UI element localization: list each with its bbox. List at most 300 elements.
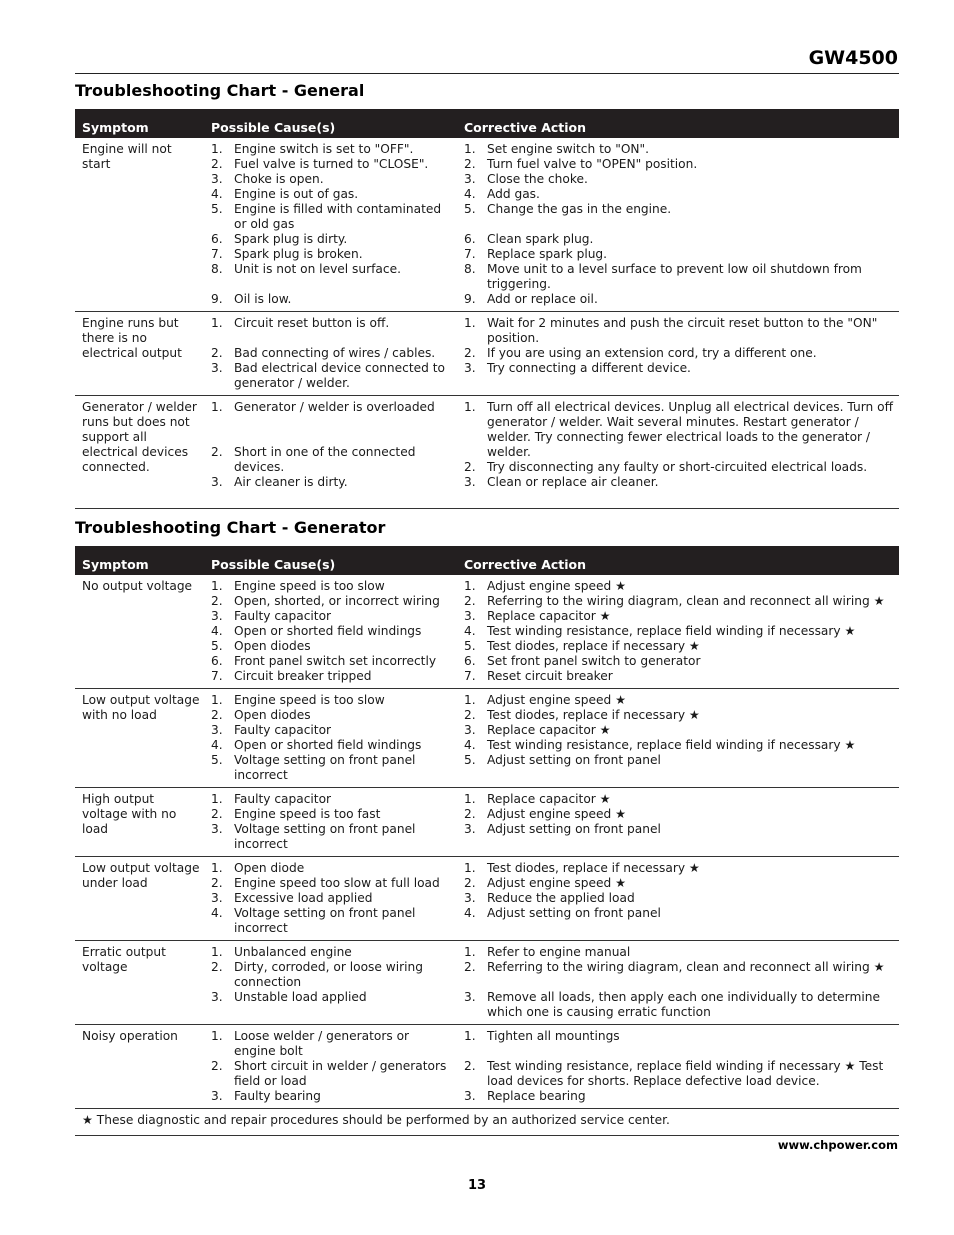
generator-troubleshooting-section bbox=[75, 510, 899, 1136]
item-text: Open diodes bbox=[234, 639, 311, 653]
item-number bbox=[211, 331, 234, 346]
list-item bbox=[464, 654, 895, 669]
item-number: 3. bbox=[464, 822, 476, 836]
item-number: 1. bbox=[211, 861, 223, 875]
model-number: GW4500 bbox=[808, 47, 898, 69]
column-header-action: Corrective Action bbox=[457, 109, 899, 138]
list-item bbox=[211, 723, 453, 738]
list-item bbox=[211, 990, 453, 1005]
table-row bbox=[75, 138, 899, 312]
actions-list bbox=[464, 1029, 895, 1104]
item-text: Wait for 2 minutes and push the circuit reset button to the "ON" position. bbox=[487, 316, 878, 345]
list-item bbox=[464, 693, 895, 708]
causes-cell bbox=[204, 138, 457, 312]
item-text: Circuit breaker tripped bbox=[234, 669, 372, 683]
item-number: 9. bbox=[464, 292, 476, 306]
list-item bbox=[211, 475, 453, 490]
column-header-action: Corrective Action bbox=[457, 546, 899, 575]
item-text bbox=[234, 415, 453, 430]
item-text: Clean or replace air cleaner. bbox=[487, 475, 659, 489]
list-item bbox=[464, 400, 895, 460]
list-item bbox=[211, 822, 453, 852]
item-text: Air cleaner is dirty. bbox=[234, 475, 348, 489]
list-item bbox=[211, 262, 453, 277]
table-row bbox=[75, 312, 899, 396]
item-number: 1. bbox=[464, 579, 476, 593]
item-number: 2. bbox=[211, 960, 223, 974]
item-number: 1. bbox=[211, 792, 223, 806]
item-text: Choke is open. bbox=[234, 172, 324, 186]
item-text: Circuit reset button is off. bbox=[234, 316, 390, 330]
actions-list bbox=[464, 792, 895, 837]
list-item bbox=[464, 960, 895, 975]
item-number: 2. bbox=[211, 445, 223, 459]
table-header-row bbox=[75, 109, 899, 138]
causes-list bbox=[211, 316, 453, 391]
table-row bbox=[75, 1025, 899, 1109]
list-item bbox=[464, 1029, 895, 1044]
causes-cell bbox=[204, 857, 457, 941]
list-item bbox=[464, 157, 895, 172]
item-number: 2. bbox=[464, 807, 476, 821]
item-number bbox=[464, 217, 487, 232]
item-number: 2. bbox=[211, 594, 223, 608]
item-number: 5. bbox=[211, 639, 223, 653]
list-item bbox=[211, 738, 453, 753]
list-item bbox=[464, 639, 895, 654]
service-center-footnote: ★ These diagnostic and repair procedures should be performed by an authorized service center. bbox=[75, 1109, 899, 1136]
item-text: Adjust setting on front panel bbox=[487, 753, 661, 767]
table-row bbox=[75, 689, 899, 788]
item-number bbox=[464, 975, 487, 990]
item-number: 2. bbox=[464, 594, 476, 608]
item-number: 1. bbox=[464, 792, 476, 806]
item-number: 2. bbox=[464, 157, 476, 171]
website-link[interactable]: www.chpower.com bbox=[777, 1138, 898, 1152]
item-number: 3. bbox=[464, 990, 476, 1004]
item-number: 2. bbox=[464, 346, 476, 360]
actions-cell bbox=[457, 1025, 899, 1109]
item-number: 3. bbox=[211, 723, 223, 737]
causes-cell bbox=[204, 575, 457, 689]
item-text: Bad connecting of wires / cables. bbox=[234, 346, 436, 360]
item-text: Add or replace oil. bbox=[487, 292, 598, 306]
general-chart-title: Troubleshooting Chart - General bbox=[75, 81, 365, 100]
item-text: Engine is out of gas. bbox=[234, 187, 359, 201]
list-item bbox=[464, 247, 895, 262]
list-item bbox=[211, 960, 453, 990]
item-text: Engine speed is too fast bbox=[234, 807, 381, 821]
item-number: 1. bbox=[464, 693, 476, 707]
list-item bbox=[211, 1059, 453, 1089]
symptom-cell: Engine runs but there is no electrical output bbox=[75, 312, 204, 396]
item-number: 4. bbox=[464, 624, 476, 638]
item-text: Fuel valve is turned to "CLOSE". bbox=[234, 157, 429, 171]
item-text: Replace spark plug. bbox=[487, 247, 608, 261]
item-text: Bad electrical device connected to generator / welder. bbox=[234, 361, 445, 390]
causes-cell bbox=[204, 396, 457, 495]
list-item bbox=[464, 202, 895, 217]
item-text: Test winding resistance, replace field winding if necessary ★ bbox=[487, 624, 856, 638]
item-text: Move unit to a level surface to prevent low oil shutdown from triggering. bbox=[487, 262, 862, 291]
causes-list bbox=[211, 579, 453, 684]
item-number bbox=[211, 415, 234, 430]
symptom-cell: Engine will not start bbox=[75, 138, 204, 312]
generator-chart-title: Troubleshooting Chart - Generator bbox=[75, 518, 386, 537]
actions-cell bbox=[457, 312, 899, 396]
item-number bbox=[211, 277, 234, 292]
item-number: 8. bbox=[211, 262, 223, 276]
table-header-row bbox=[75, 546, 899, 575]
item-number: 2. bbox=[211, 708, 223, 722]
item-number: 1. bbox=[211, 945, 223, 959]
causes-list bbox=[211, 945, 453, 1005]
list-item bbox=[211, 906, 453, 936]
list-item bbox=[211, 157, 453, 172]
item-text: Short in one of the connected devices. bbox=[234, 445, 416, 474]
item-number bbox=[464, 1044, 487, 1059]
actions-list bbox=[464, 142, 895, 307]
item-text: Referring to the wiring diagram, clean and reconnect all wiring ★ bbox=[487, 594, 885, 608]
list-item bbox=[464, 807, 895, 822]
list-item bbox=[211, 708, 453, 723]
list-item bbox=[211, 361, 453, 391]
item-text: Front panel switch set incorrectly bbox=[234, 654, 437, 668]
item-text: Generator / welder is overloaded bbox=[234, 400, 435, 414]
item-number: 4. bbox=[211, 624, 223, 638]
list-item bbox=[464, 945, 895, 960]
causes-cell bbox=[204, 689, 457, 788]
item-number: 1. bbox=[211, 316, 223, 330]
item-text: Test diodes, replace if necessary ★ bbox=[487, 861, 700, 875]
list-item bbox=[464, 172, 895, 187]
column-header-causes: Possible Cause(s) bbox=[204, 109, 457, 138]
item-text bbox=[487, 975, 895, 990]
item-number: 4. bbox=[211, 187, 223, 201]
list-item bbox=[464, 822, 895, 837]
list-item bbox=[464, 708, 895, 723]
item-number: 6. bbox=[464, 232, 476, 246]
list-item bbox=[464, 475, 895, 490]
item-text: Reset circuit breaker bbox=[487, 669, 613, 683]
list-item bbox=[464, 1059, 895, 1089]
item-text: Adjust setting on front panel bbox=[487, 822, 661, 836]
item-text: Try disconnecting any faulty or short-circuited electrical loads. bbox=[487, 460, 868, 474]
list-item bbox=[464, 624, 895, 639]
symptom-cell: Generator / welder runs but does not support all electrical devices connected. bbox=[82, 400, 197, 474]
list-item bbox=[211, 331, 453, 346]
actions-list bbox=[464, 316, 895, 376]
item-text: Test diodes, replace if necessary ★ bbox=[487, 708, 700, 722]
list-item bbox=[464, 1044, 895, 1059]
item-number: 3. bbox=[211, 609, 223, 623]
item-number: 4. bbox=[464, 906, 476, 920]
table-row bbox=[75, 857, 899, 941]
symptom-cell: Low output voltage with no load bbox=[75, 689, 204, 788]
item-number: 3. bbox=[464, 723, 476, 737]
item-number: 3. bbox=[211, 822, 223, 836]
item-number: 7. bbox=[211, 669, 223, 683]
list-item bbox=[211, 753, 453, 783]
item-number: 5. bbox=[464, 639, 476, 653]
item-text: Short circuit in welder / generators field or load bbox=[234, 1059, 447, 1088]
item-number: 1. bbox=[211, 693, 223, 707]
list-item bbox=[211, 807, 453, 822]
item-text: Engine speed is too slow bbox=[234, 693, 385, 707]
item-text: Unstable load applied bbox=[234, 990, 367, 1004]
item-text: Faulty capacitor bbox=[234, 792, 332, 806]
item-text: Dirty, corroded, or loose wiring connection bbox=[234, 960, 423, 989]
item-text: Test winding resistance, replace field winding if necessary ★ bbox=[487, 738, 856, 752]
list-item bbox=[211, 792, 453, 807]
item-number: 3. bbox=[464, 475, 476, 489]
causes-list bbox=[211, 861, 453, 936]
table-row bbox=[75, 396, 899, 495]
item-number: 5. bbox=[211, 753, 223, 767]
item-text: Voltage setting on front panel incorrect bbox=[234, 753, 416, 782]
item-number: 2. bbox=[464, 460, 476, 474]
symptom-cell: No output voltage bbox=[75, 575, 204, 689]
item-number: 4. bbox=[464, 187, 476, 201]
list-item bbox=[464, 906, 895, 921]
item-text bbox=[487, 217, 895, 232]
symptom-cell: Noisy operation bbox=[75, 1025, 204, 1109]
item-number: 3. bbox=[211, 361, 223, 375]
list-item bbox=[211, 202, 453, 232]
item-number: 6. bbox=[464, 654, 476, 668]
list-item bbox=[211, 876, 453, 891]
item-text: Faulty capacitor bbox=[234, 723, 332, 737]
item-text: Engine speed is too slow bbox=[234, 579, 385, 593]
item-text: Reduce the applied load bbox=[487, 891, 635, 905]
item-number: 5. bbox=[211, 202, 223, 216]
item-text: Remove all loads, then apply each one individually to determine which one is causing erratic function bbox=[487, 990, 880, 1019]
list-item bbox=[211, 187, 453, 202]
item-number: 9. bbox=[211, 292, 223, 306]
item-number: 1. bbox=[211, 400, 223, 414]
item-text: Open, shorted, or incorrect wiring bbox=[234, 594, 440, 608]
item-text bbox=[487, 1044, 895, 1059]
list-item bbox=[211, 292, 453, 307]
item-text: Replace capacitor ★ bbox=[487, 723, 611, 737]
item-number: 5. bbox=[464, 753, 476, 767]
item-number: 1. bbox=[211, 579, 223, 593]
item-text: Turn fuel valve to "OPEN" position. bbox=[487, 157, 698, 171]
causes-list bbox=[211, 1029, 453, 1104]
list-item bbox=[211, 430, 453, 445]
item-number: 3. bbox=[211, 172, 223, 186]
list-item bbox=[464, 346, 895, 361]
item-number: 4. bbox=[211, 738, 223, 752]
list-item bbox=[211, 1029, 453, 1059]
list-item bbox=[211, 861, 453, 876]
item-text: Unbalanced engine bbox=[234, 945, 352, 959]
list-item bbox=[464, 738, 895, 753]
item-text: Replace capacitor ★ bbox=[487, 609, 611, 623]
list-item bbox=[211, 445, 453, 475]
item-text: Loose welder / generators or engine bolt bbox=[234, 1029, 410, 1058]
item-text: Engine is filled with contaminated or old gas bbox=[234, 202, 442, 231]
item-text: Set engine switch to "ON". bbox=[487, 142, 650, 156]
item-text: Voltage setting on front panel incorrect bbox=[234, 906, 416, 935]
list-item bbox=[211, 142, 453, 157]
symptom-cell: High output voltage with no load bbox=[75, 788, 204, 857]
list-item bbox=[211, 945, 453, 960]
item-number: 2. bbox=[211, 157, 223, 171]
symptom-cell: Low output voltage under load bbox=[75, 857, 204, 941]
item-number: 4. bbox=[211, 906, 223, 920]
item-number: 4. bbox=[464, 738, 476, 752]
causes-cell bbox=[204, 941, 457, 1025]
list-item bbox=[464, 891, 895, 906]
item-text: Open diode bbox=[234, 861, 305, 875]
actions-cell bbox=[457, 396, 899, 495]
list-item bbox=[211, 609, 453, 624]
item-number: 2. bbox=[211, 807, 223, 821]
symptom-cell: Erratic output voltage bbox=[75, 941, 204, 1025]
actions-list bbox=[464, 579, 895, 684]
causes-list bbox=[211, 693, 453, 783]
item-number: 1. bbox=[464, 400, 476, 414]
item-number: 1. bbox=[464, 945, 476, 959]
causes-list bbox=[211, 792, 453, 852]
causes-list bbox=[211, 142, 453, 307]
column-header-symptom: Symptom bbox=[75, 546, 204, 575]
list-item bbox=[211, 247, 453, 262]
item-text: Add gas. bbox=[487, 187, 540, 201]
actions-cell bbox=[457, 941, 899, 1025]
item-number: 1. bbox=[464, 861, 476, 875]
item-text: Spark plug is dirty. bbox=[234, 232, 348, 246]
list-item bbox=[211, 316, 453, 331]
list-item bbox=[464, 232, 895, 247]
item-number: 7. bbox=[464, 247, 476, 261]
item-number: 3. bbox=[464, 1089, 476, 1103]
actions-cell bbox=[457, 857, 899, 941]
list-item bbox=[464, 975, 895, 990]
causes-list bbox=[211, 400, 453, 490]
list-item bbox=[464, 262, 895, 292]
list-item bbox=[464, 609, 895, 624]
list-item bbox=[464, 594, 895, 609]
item-text: Test winding resistance, replace field winding if necessary ★ Test load devices for shorts. Replace defective load device. bbox=[487, 1059, 884, 1088]
item-text: Change the gas in the engine. bbox=[487, 202, 672, 216]
item-text: Refer to engine manual bbox=[487, 945, 631, 959]
item-number: 1. bbox=[464, 316, 476, 330]
table-row bbox=[75, 941, 899, 1025]
list-item bbox=[464, 990, 895, 1020]
item-number: 1. bbox=[464, 1029, 476, 1043]
list-item bbox=[211, 654, 453, 669]
item-number: 2. bbox=[464, 876, 476, 890]
actions-cell bbox=[457, 138, 899, 312]
item-number: 6. bbox=[211, 654, 223, 668]
item-number: 2. bbox=[464, 1059, 476, 1073]
item-text: Referring to the wiring diagram, clean and reconnect all wiring ★ bbox=[487, 960, 885, 974]
item-text: Adjust engine speed ★ bbox=[487, 693, 627, 707]
list-item bbox=[211, 232, 453, 247]
item-number: 1. bbox=[211, 142, 223, 156]
item-text: Voltage setting on front panel incorrect bbox=[234, 822, 416, 851]
item-number: 3. bbox=[464, 172, 476, 186]
general-troubleshooting-section bbox=[75, 73, 899, 494]
list-item bbox=[211, 624, 453, 639]
column-header-causes: Possible Cause(s) bbox=[204, 546, 457, 575]
item-text: Oil is low. bbox=[234, 292, 292, 306]
section-divider bbox=[75, 508, 899, 509]
item-number: 5. bbox=[464, 202, 476, 216]
page-number: 13 bbox=[467, 1178, 487, 1193]
list-item bbox=[211, 669, 453, 684]
item-text: Turn off all electrical devices. Unplug all electrical devices. Turn off generator / welder. Wait several minutes. Restart generator / welder. Try connecting fewer electrical loads to the generator / welder. bbox=[487, 400, 893, 459]
item-text bbox=[234, 277, 453, 292]
item-number: 2. bbox=[211, 876, 223, 890]
causes-cell bbox=[204, 788, 457, 857]
item-text: Adjust engine speed ★ bbox=[487, 579, 627, 593]
actions-list bbox=[464, 861, 895, 921]
list-item bbox=[211, 1089, 453, 1104]
item-number: 2. bbox=[464, 708, 476, 722]
list-item bbox=[211, 400, 453, 415]
item-number: 7. bbox=[211, 247, 223, 261]
item-number: 3. bbox=[464, 609, 476, 623]
list-item bbox=[211, 415, 453, 430]
item-text: Excessive load applied bbox=[234, 891, 373, 905]
general-troubleshooting-table bbox=[75, 109, 899, 494]
item-text: Faulty capacitor bbox=[234, 609, 332, 623]
item-text: Try connecting a different device. bbox=[487, 361, 691, 375]
item-text: Faulty bearing bbox=[234, 1089, 321, 1103]
list-item bbox=[464, 460, 895, 475]
item-number: 3. bbox=[211, 891, 223, 905]
causes-cell bbox=[204, 312, 457, 396]
column-header-symptom: Symptom bbox=[75, 109, 204, 138]
item-text: Spark plug is broken. bbox=[234, 247, 363, 261]
item-text: Adjust engine speed ★ bbox=[487, 876, 627, 890]
list-item bbox=[464, 217, 895, 232]
item-text: Engine speed too slow at full load bbox=[234, 876, 440, 890]
item-number: 3. bbox=[464, 361, 476, 375]
list-item bbox=[211, 172, 453, 187]
actions-cell bbox=[457, 788, 899, 857]
item-text: Engine switch is set to "OFF". bbox=[234, 142, 414, 156]
item-text: Adjust engine speed ★ bbox=[487, 807, 627, 821]
list-item bbox=[464, 1089, 895, 1104]
item-text bbox=[234, 430, 453, 445]
list-item bbox=[464, 316, 895, 346]
list-item bbox=[464, 753, 895, 768]
item-number: 2. bbox=[211, 1059, 223, 1073]
list-item bbox=[464, 187, 895, 202]
list-item bbox=[464, 292, 895, 307]
item-text: Replace capacitor ★ bbox=[487, 792, 611, 806]
list-item bbox=[464, 861, 895, 876]
item-text: Replace bearing bbox=[487, 1089, 586, 1103]
list-item bbox=[464, 361, 895, 376]
table-row bbox=[75, 788, 899, 857]
item-number: 2. bbox=[464, 960, 476, 974]
item-text: Unit is not on level surface. bbox=[234, 262, 401, 276]
item-text: Close the choke. bbox=[487, 172, 588, 186]
list-item bbox=[211, 891, 453, 906]
list-item bbox=[464, 723, 895, 738]
list-item bbox=[464, 792, 895, 807]
item-text: Open or shorted field windings bbox=[234, 738, 422, 752]
item-number: 2. bbox=[211, 346, 223, 360]
item-text: Adjust setting on front panel bbox=[487, 906, 661, 920]
item-number: 8. bbox=[464, 262, 476, 276]
item-text: Set front panel switch to generator bbox=[487, 654, 701, 668]
